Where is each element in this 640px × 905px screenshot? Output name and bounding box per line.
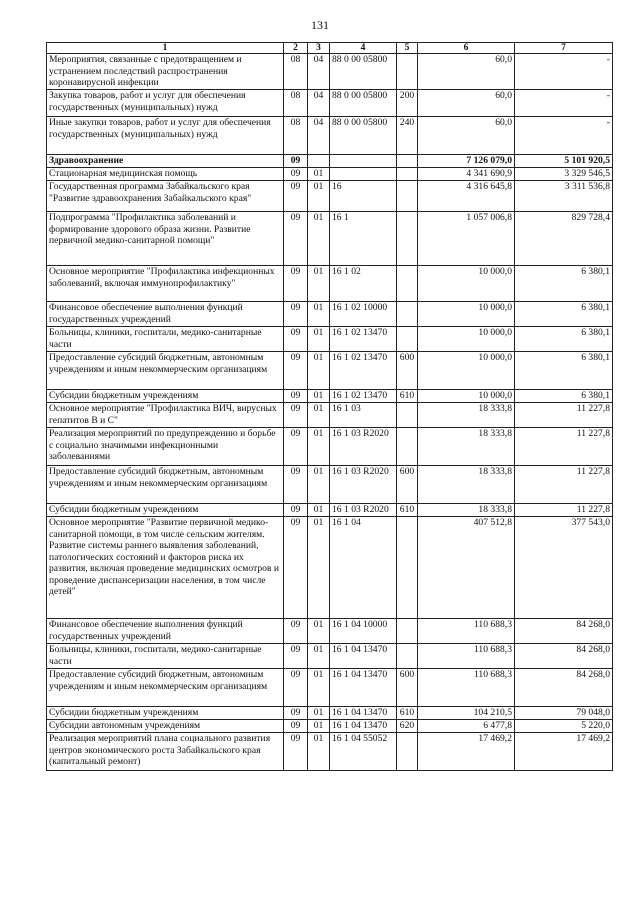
- row-ved-code: 09: [284, 733, 308, 771]
- row-section-code: 01: [308, 707, 330, 720]
- row-section-code: 01: [308, 733, 330, 771]
- row-section-code: 01: [308, 327, 330, 352]
- row-section-code: 04: [308, 54, 330, 90]
- table-row: [47, 168, 613, 181]
- row-expense-type: [397, 181, 418, 212]
- row-amount-2: 11 227,8: [515, 403, 613, 428]
- row-target-code: 16 1 03 R2020: [330, 466, 397, 504]
- row-section-code: 04: [308, 117, 330, 155]
- table-row: [47, 720, 613, 733]
- row-section-code: 01: [308, 168, 330, 181]
- row-expense-type: [397, 619, 418, 644]
- row-section-code: 01: [308, 428, 330, 466]
- table-row: [47, 54, 613, 90]
- row-name: Субсидии автономным учреждениям: [47, 720, 284, 733]
- row-expense-type: [397, 403, 418, 428]
- row-expense-type: 240: [397, 117, 418, 155]
- col-header-3: 3: [308, 43, 330, 54]
- row-amount-2: 5 101 920,5: [515, 155, 613, 168]
- row-name: Субсидии бюджетным учреждениям: [47, 390, 284, 403]
- row-ved-code: 09: [284, 504, 308, 517]
- row-amount-2: 6 380,1: [515, 390, 613, 403]
- row-amount-1: 7 126 079,0: [418, 155, 515, 168]
- row-ved-code: 09: [284, 720, 308, 733]
- row-ved-code: 09: [284, 168, 308, 181]
- row-amount-2: 5 220,0: [515, 720, 613, 733]
- row-section-code: 01: [308, 619, 330, 644]
- row-amount-2: 377 543,0: [515, 517, 613, 619]
- row-ved-code: 09: [284, 302, 308, 327]
- row-amount-2: -: [515, 117, 613, 155]
- table-row: [47, 390, 613, 403]
- row-target-code: 16 1 03 R2020: [330, 504, 397, 517]
- row-target-code: 16 1 04 13470: [330, 707, 397, 720]
- row-name: Больницы, клиники, госпитали, медико-санитарные части: [47, 327, 284, 352]
- row-amount-1: 10 000,0: [418, 390, 515, 403]
- row-amount-1: 18 333,8: [418, 466, 515, 504]
- row-amount-2: 3 329 546,5: [515, 168, 613, 181]
- row-name: Иные закупки товаров, работ и услуг для обеспечения государственных (муниципальных) нужд: [47, 117, 284, 155]
- row-target-code: 16 1 04 55052: [330, 733, 397, 771]
- row-amount-1: 110 688,3: [418, 619, 515, 644]
- row-target-code: 16 1 02 13470: [330, 352, 397, 390]
- row-amount-2: -: [515, 54, 613, 90]
- row-name: Финансовое обеспечение выполнения функций государственных учреждений: [47, 619, 284, 644]
- header-row: [47, 43, 613, 54]
- row-name: Основное мероприятие "Профилактика инфекционных заболеваний, включая иммунопрофилактику": [47, 266, 284, 302]
- row-amount-2: 17 469,2: [515, 733, 613, 771]
- table-row: [47, 155, 613, 168]
- row-target-code: 16: [330, 181, 397, 212]
- row-target-code: 16 1 04 13470: [330, 669, 397, 707]
- row-name: Реализация мероприятий по предупреждению и борьбе с социально значимыми инфекционными заболеваниями: [47, 428, 284, 466]
- col-header-2: 2: [284, 43, 308, 54]
- row-ved-code: 09: [284, 669, 308, 707]
- row-ved-code: 09: [284, 390, 308, 403]
- row-amount-1: 10 000,0: [418, 327, 515, 352]
- col-header-1: 1: [47, 43, 284, 54]
- row-amount-2: 829 728,4: [515, 212, 613, 266]
- row-expense-type: [397, 302, 418, 327]
- row-expense-type: [397, 517, 418, 619]
- row-amount-2: 84 268,0: [515, 644, 613, 669]
- row-amount-1: 1 057 006,8: [418, 212, 515, 266]
- budget-table: [46, 42, 613, 771]
- row-section-code: 01: [308, 644, 330, 669]
- table-row: [47, 733, 613, 771]
- row-section-code: 01: [308, 466, 330, 504]
- table-row: [47, 117, 613, 155]
- row-amount-1: 407 512,8: [418, 517, 515, 619]
- row-ved-code: 09: [284, 403, 308, 428]
- row-ved-code: 09: [284, 352, 308, 390]
- row-expense-type: [397, 644, 418, 669]
- row-target-code: [330, 155, 397, 168]
- row-name: Основное мероприятие "Развитие первичной медико-санитарной помощи, в том числе сельским жителям. Развитие системы раннего выявления заболеваний, патологических состояний и факторов риска их развития, включая проведение медицинских осмотров и проведение диспансеризации населения, в том числе детей": [47, 517, 284, 619]
- row-section-code: 01: [308, 212, 330, 266]
- row-section-code: 04: [308, 90, 330, 117]
- row-expense-type: 610: [397, 390, 418, 403]
- table-row: [47, 327, 613, 352]
- row-expense-type: [397, 168, 418, 181]
- row-expense-type: [397, 327, 418, 352]
- row-ved-code: 09: [284, 327, 308, 352]
- row-section-code: 01: [308, 403, 330, 428]
- row-amount-1: 60,0: [418, 117, 515, 155]
- row-name: Мероприятия, связанные с предотвращением и устранением последствий распространения коронавирусной инфекции: [47, 54, 284, 90]
- table-row: [47, 212, 613, 266]
- row-amount-2: 6 380,1: [515, 352, 613, 390]
- row-ved-code: 09: [284, 212, 308, 266]
- row-name: Предоставление субсидий бюджетным, автономным учреждениям и иным некоммерческим организациям: [47, 466, 284, 504]
- row-amount-1: 10 000,0: [418, 352, 515, 390]
- row-amount-1: 60,0: [418, 90, 515, 117]
- row-amount-1: 4 341 690,9: [418, 168, 515, 181]
- row-target-code: 16 1 03: [330, 403, 397, 428]
- table-row: [47, 302, 613, 327]
- table-row: [47, 504, 613, 517]
- row-expense-type: [397, 266, 418, 302]
- row-name: Реализация мероприятий плана социального развития центров экономического роста Забайкальского края (капитальный ремонт): [47, 733, 284, 771]
- row-amount-1: 18 333,8: [418, 504, 515, 517]
- row-name: Стационарная медицинская помощь: [47, 168, 284, 181]
- row-section-code: 01: [308, 504, 330, 517]
- row-section-code: 01: [308, 181, 330, 212]
- row-section-code: 01: [308, 352, 330, 390]
- row-ved-code: 08: [284, 54, 308, 90]
- row-amount-1: 10 000,0: [418, 266, 515, 302]
- table-row: [47, 403, 613, 428]
- row-amount-2: 6 380,1: [515, 302, 613, 327]
- row-expense-type: [397, 428, 418, 466]
- table-body: [47, 54, 613, 771]
- row-target-code: 16 1 04 13470: [330, 644, 397, 669]
- row-amount-2: 79 048,0: [515, 707, 613, 720]
- row-name: Государственная программа Забайкальского края "Развитие здравоохранения Забайкальского края": [47, 181, 284, 212]
- row-expense-type: 200: [397, 90, 418, 117]
- row-amount-1: 6 477,8: [418, 720, 515, 733]
- row-name: Субсидии бюджетным учреждениям: [47, 707, 284, 720]
- row-amount-1: 10 000,0: [418, 302, 515, 327]
- row-target-code: 16 1 03 R2020: [330, 428, 397, 466]
- row-name: Подпрограмма "Профилактика заболеваний и формирование здорового образа жизни. Развитие первичной медико-санитарной помощи": [47, 212, 284, 266]
- table-row: [47, 517, 613, 619]
- row-section-code: 01: [308, 720, 330, 733]
- row-amount-2: 11 227,8: [515, 466, 613, 504]
- row-expense-type: 610: [397, 504, 418, 517]
- row-expense-type: 620: [397, 720, 418, 733]
- row-name: Больницы, клиники, госпитали, медико-санитарные части: [47, 644, 284, 669]
- row-section-code: 01: [308, 669, 330, 707]
- row-amount-1: 17 469,2: [418, 733, 515, 771]
- table-row: [47, 428, 613, 466]
- row-target-code: 16 1 02 13470: [330, 327, 397, 352]
- table-row: [47, 181, 613, 212]
- row-amount-1: 4 316 645,8: [418, 181, 515, 212]
- table-row: [47, 90, 613, 117]
- row-name: Закупка товаров, работ и услуг для обеспечения государственных (муниципальных) нужд: [47, 90, 284, 117]
- row-ved-code: 09: [284, 517, 308, 619]
- page-number: 131: [311, 18, 329, 32]
- row-amount-2: 84 268,0: [515, 619, 613, 644]
- row-section-code: 01: [308, 390, 330, 403]
- row-amount-2: 11 227,8: [515, 504, 613, 517]
- table-row: [47, 266, 613, 302]
- table-row: [47, 352, 613, 390]
- table-row: [47, 619, 613, 644]
- table-row: [47, 466, 613, 504]
- row-amount-1: 60,0: [418, 54, 515, 90]
- row-amount-1: 110 688,3: [418, 669, 515, 707]
- col-header-5: 5: [397, 43, 418, 54]
- row-section-code: [308, 155, 330, 168]
- row-ved-code: 08: [284, 117, 308, 155]
- row-amount-2: 84 268,0: [515, 669, 613, 707]
- row-target-code: 88 0 00 05800: [330, 54, 397, 90]
- row-ved-code: 09: [284, 428, 308, 466]
- row-ved-code: 09: [284, 466, 308, 504]
- row-target-code: 16 1 04 13470: [330, 720, 397, 733]
- row-amount-1: 18 333,8: [418, 403, 515, 428]
- row-target-code: 16 1 04 10000: [330, 619, 397, 644]
- col-header-6: 6: [418, 43, 515, 54]
- row-ved-code: 09: [284, 619, 308, 644]
- row-section-code: 01: [308, 517, 330, 619]
- row-target-code: 16 1 02 13470: [330, 390, 397, 403]
- row-expense-type: 600: [397, 466, 418, 504]
- col-header-7: 7: [515, 43, 613, 54]
- row-ved-code: 08: [284, 90, 308, 117]
- row-name: Здравоохранение: [47, 155, 284, 168]
- row-amount-1: 18 333,8: [418, 428, 515, 466]
- table-row: [47, 644, 613, 669]
- table-row: [47, 669, 613, 707]
- row-expense-type: [397, 54, 418, 90]
- row-amount-1: 110 688,3: [418, 644, 515, 669]
- row-expense-type: 610: [397, 707, 418, 720]
- row-target-code: 16 1 04: [330, 517, 397, 619]
- row-target-code: 16 1 02: [330, 266, 397, 302]
- row-amount-2: 11 227,8: [515, 428, 613, 466]
- row-ved-code: 09: [284, 644, 308, 669]
- row-target-code: 16 1 02 10000: [330, 302, 397, 327]
- row-amount-1: 104 210,5: [418, 707, 515, 720]
- row-expense-type: 600: [397, 352, 418, 390]
- row-target-code: 16 1: [330, 212, 397, 266]
- col-header-4: 4: [330, 43, 397, 54]
- row-target-code: 88 0 00 05800: [330, 117, 397, 155]
- row-expense-type: [397, 155, 418, 168]
- row-section-code: 01: [308, 266, 330, 302]
- row-amount-2: 6 380,1: [515, 266, 613, 302]
- row-section-code: 01: [308, 302, 330, 327]
- row-expense-type: [397, 733, 418, 771]
- row-expense-type: [397, 212, 418, 266]
- row-name: Субсидии бюджетным учреждениям: [47, 504, 284, 517]
- row-name: Основное мероприятие "Профилактика ВИЧ, вирусных гепатитов В и С": [47, 403, 284, 428]
- row-ved-code: 09: [284, 155, 308, 168]
- row-target-code: 88 0 00 05800: [330, 90, 397, 117]
- row-name: Предоставление субсидий бюджетным, автономным учреждениям и иным некоммерческим организациям: [47, 669, 284, 707]
- row-amount-2: -: [515, 90, 613, 117]
- row-target-code: [330, 168, 397, 181]
- row-name: Финансовое обеспечение выполнения функций государственных учреждений: [47, 302, 284, 327]
- row-ved-code: 09: [284, 181, 308, 212]
- row-expense-type: 600: [397, 669, 418, 707]
- row-amount-2: 6 380,1: [515, 327, 613, 352]
- row-ved-code: 09: [284, 266, 308, 302]
- row-amount-2: 3 311 536,8: [515, 181, 613, 212]
- table-row: [47, 707, 613, 720]
- row-name: Предоставление субсидий бюджетным, автономным учреждениям и иным некоммерческим организациям: [47, 352, 284, 390]
- row-ved-code: 09: [284, 707, 308, 720]
